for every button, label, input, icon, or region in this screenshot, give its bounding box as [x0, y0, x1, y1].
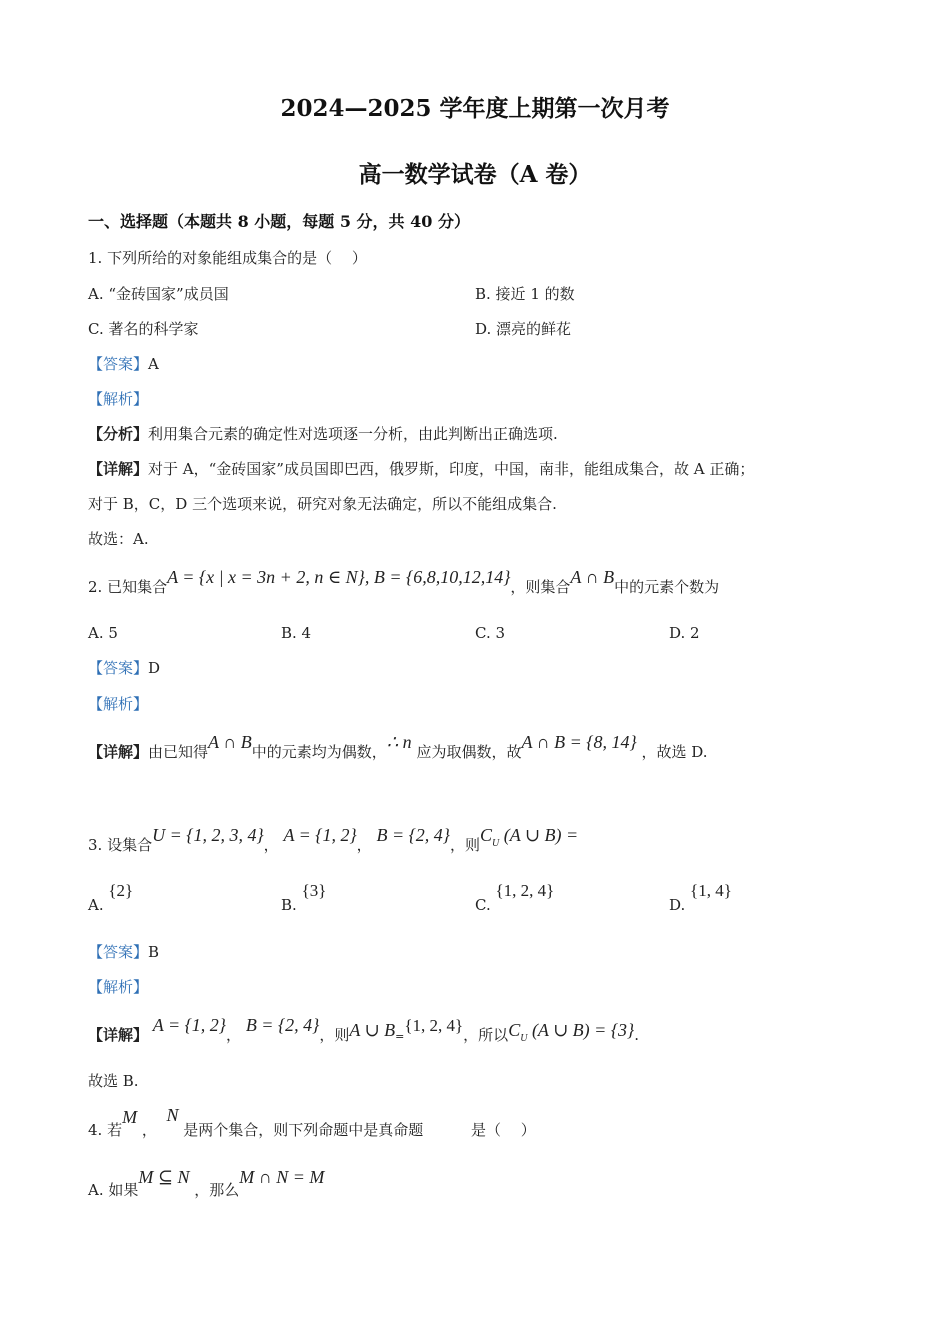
- q3-detail-c: C: [508, 1020, 521, 1040]
- q3-complement-sub: U: [492, 838, 500, 849]
- q4-stem-suffix: 是（ ）: [470, 1121, 536, 1139]
- q4-stem-prefix: 4. 若: [88, 1121, 123, 1139]
- q3-formula-complement: [480, 825, 579, 849]
- answer-tag: 【答案】: [88, 943, 149, 961]
- q4-formula-m: M: [122, 1107, 138, 1127]
- q1-detail-text-2: 对于 B，C，D 三个选项来说，研究对象无法确定，所以不能组成集合.: [88, 495, 557, 513]
- q3-option-b-letter: B.: [281, 896, 297, 914]
- q3-detail-union: A ∪ B: [349, 1020, 396, 1040]
- q3-detail-end: .: [634, 1026, 639, 1044]
- detail-tag: 【详解】: [88, 743, 149, 761]
- q3-detail-b: B = {2, 4}: [245, 1015, 320, 1035]
- q3-stem: [88, 825, 579, 858]
- q3-answer: [88, 942, 159, 962]
- q4-option-a: [88, 1167, 325, 1200]
- q3-detail-so: ，所以: [463, 1026, 509, 1044]
- q3-option-d: [669, 881, 732, 915]
- q1-option-b: B. 接近 1 的数: [475, 285, 575, 303]
- q3-option-a: [88, 881, 134, 915]
- q2-stem-mid: ，则集合: [510, 578, 571, 596]
- q3-complement-rest: (A ∪ B) =: [503, 825, 579, 845]
- q2-answer: [88, 658, 160, 678]
- answer-tag: 【答案】: [88, 659, 149, 677]
- q3-then: ，则: [450, 836, 481, 854]
- q1-answer: [88, 354, 159, 374]
- q3-conclusion: 故选 B.: [88, 1072, 139, 1090]
- q1-stem: 1. 下列所给的对象能组成集合的是（ ）: [88, 249, 367, 267]
- q4-stem: [88, 1105, 536, 1140]
- q3-formula-a: A = {1, 2}: [283, 825, 357, 845]
- q1-option-a: A. “金砖国家”成员国: [88, 285, 229, 303]
- q3-option-c: [475, 881, 555, 915]
- q2-detail-formula-2: ∴ n: [386, 732, 412, 752]
- q2-detail-formula-1: A ∩ B: [208, 732, 252, 752]
- q2-analysis-tag: 【解析】: [88, 695, 149, 713]
- q1-conclusion: 故选：A.: [88, 530, 149, 548]
- q1-fenxi: [88, 424, 558, 444]
- q2-option-b: B. 4: [281, 624, 312, 642]
- q3-option-d-letter: D.: [669, 896, 686, 914]
- q3-detail-c-rest: (A ∪ B) = {3}: [531, 1020, 635, 1040]
- q2-stem-suffix: 中的元素个数为: [614, 578, 720, 596]
- q1-answer-value: A: [148, 355, 159, 373]
- q3-detail-comma-1: ，: [226, 1026, 242, 1044]
- q3-option-c-value: {1, 2, 4}: [495, 881, 555, 900]
- q2-detail: [88, 732, 708, 762]
- q2-answer-value: D: [148, 659, 161, 677]
- q3-analysis-tag: 【解析】: [88, 978, 149, 996]
- q1-detail: [88, 459, 754, 479]
- q1-option-d: D. 漂亮的鲜花: [475, 320, 572, 338]
- q2-formula-intersection: A ∩ B: [570, 567, 615, 587]
- exam-subtitle: 高一数学试卷（A 卷）: [358, 161, 592, 188]
- q3-detail-complement: [508, 1020, 635, 1044]
- q2-detail-prefix: 由已知得: [148, 743, 209, 761]
- fenxi-tag: 【分析】: [88, 425, 149, 443]
- q2-option-c: C. 3: [475, 624, 506, 642]
- q3-option-b: [281, 881, 327, 915]
- q1-option-c: C. 著名的科学家: [88, 320, 199, 338]
- q1-fenxi-text: 利用集合元素的确定性对选项逐一分析，由此判断出正确选项.: [148, 425, 558, 443]
- detail-tag: 【详解】: [88, 1026, 149, 1044]
- q2-detail-mid2: 应为取偶数，故: [416, 743, 522, 761]
- q2-detail-formula-3: A ∩ B = {8, 14}: [521, 732, 637, 752]
- q2-option-d: D. 2: [669, 624, 700, 642]
- detail-tag: 【详解】: [88, 460, 149, 478]
- q3-detail-then: ，则: [319, 1026, 350, 1044]
- q2-stem-prefix: 2. 已知集合: [88, 578, 168, 596]
- q4-comma: ，: [141, 1121, 157, 1139]
- q3-comma-2: ，: [356, 836, 372, 854]
- q3-detail-a: A = {1, 2}: [152, 1015, 227, 1035]
- section-heading: 一、选择题（本题共 8 小题，每题 5 分，共 40 分）: [88, 212, 470, 231]
- q4-stem-mid: 是两个集合，则下列命题中是真命题: [183, 1121, 424, 1139]
- q3-stem-prefix: 3. 设集合: [88, 836, 153, 854]
- q4-option-a-formula-1: M ⊆ N: [138, 1167, 190, 1187]
- q3-answer-value: B: [148, 943, 160, 961]
- q1-analysis-tag: 【解析】: [88, 390, 149, 408]
- q3-detail: [88, 1015, 639, 1048]
- q3-detail-c-sub: U: [520, 1033, 528, 1044]
- q4-option-a-prefix: A. 如果: [88, 1181, 139, 1199]
- q3-comma-1: ，: [263, 836, 279, 854]
- q3-detail-eq: =: [395, 1030, 405, 1043]
- q2-detail-suffix: ，故选 D.: [641, 743, 708, 761]
- q3-formula-b: B = {2, 4}: [376, 825, 450, 845]
- q2-option-a: A. 5: [88, 624, 118, 642]
- q4-option-a-formula-2: M ∩ N = M: [239, 1167, 325, 1187]
- q2-formula-sets: A = {x | x = 3n + 2, n ∈ N}, B = {6,8,10,12,14}: [167, 567, 511, 587]
- q3-option-d-value: {1, 4}: [690, 881, 732, 900]
- q3-option-c-letter: C.: [475, 896, 491, 914]
- q2-detail-mid: 中的元素均为偶数，: [251, 743, 387, 761]
- q4-option-a-mid: ，那么: [194, 1181, 240, 1199]
- q1-detail-text-1: 对于 A，“金砖国家”成员国即巴西，俄罗斯，印度，中国，南非，能组成集合，故 A 正确；: [148, 460, 755, 478]
- exam-title: 2024—2025 学年度上期第一次月考: [280, 95, 670, 122]
- q4-formula-n: N: [166, 1105, 179, 1125]
- q3-option-a-letter: A.: [88, 896, 104, 914]
- q2-stem: [88, 567, 720, 597]
- q3-option-b-value: {3}: [301, 881, 327, 900]
- answer-tag: 【答案】: [88, 355, 149, 373]
- q3-detail-set: {1, 2, 4}: [404, 1016, 464, 1035]
- q3-formula-u: U = {1, 2, 3, 4}: [152, 825, 264, 845]
- q3-complement-c: C: [480, 825, 493, 845]
- q3-option-a-value: {2}: [108, 881, 134, 900]
